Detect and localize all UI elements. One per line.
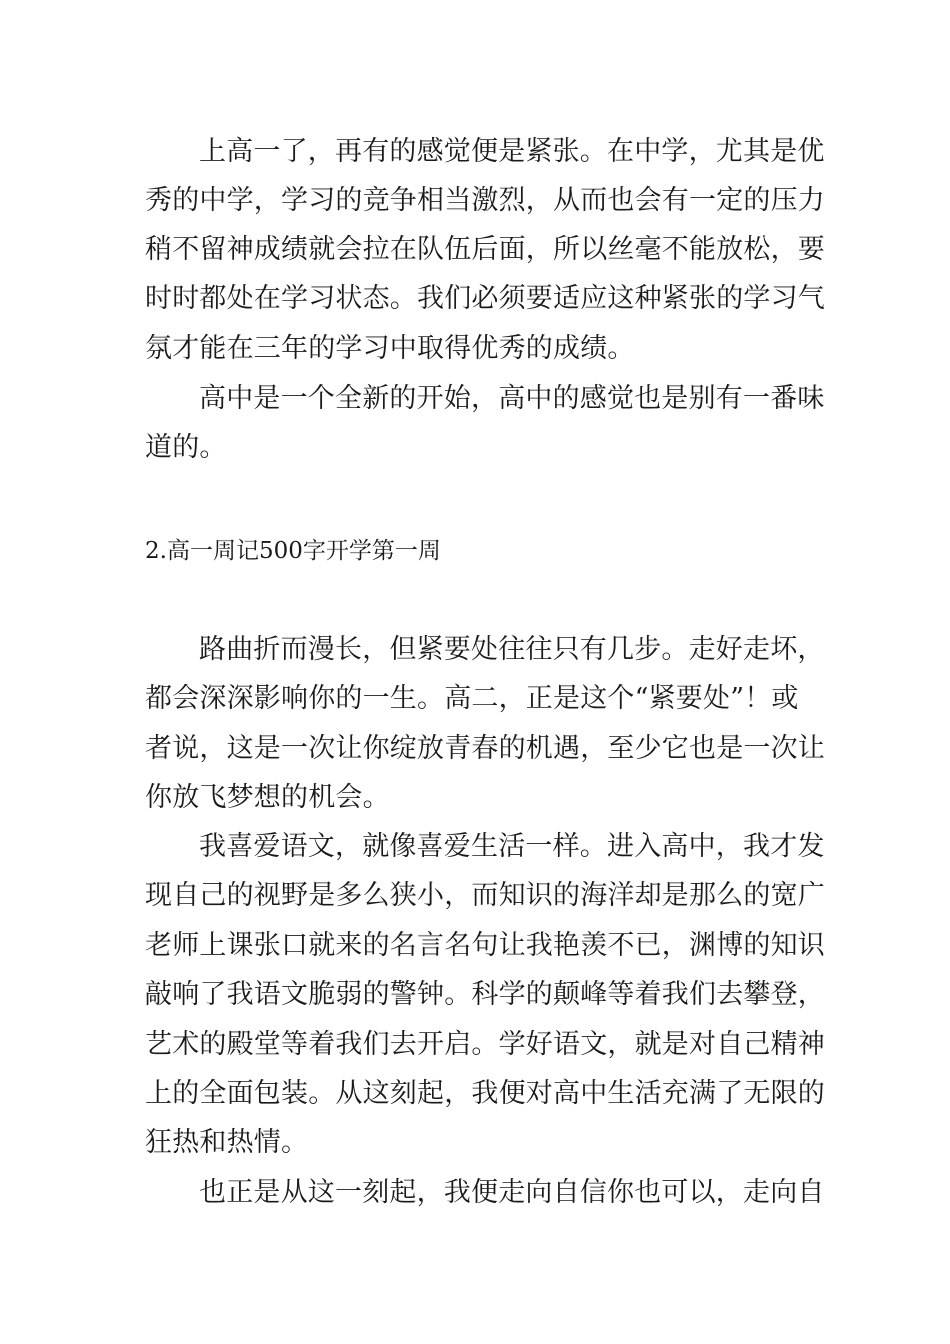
- paragraph-3-line-2: 都会深深影响你的一生。高二，正是这个“紧要处”！或: [145, 683, 799, 714]
- paragraph-4-line-1: 我喜爱语文，就像喜爱生活一样。进入高中，我才发: [199, 831, 825, 862]
- paragraph-5-line-1: 也正是从这一刻起，我便走向自信你也可以，走向自: [199, 1177, 825, 1208]
- paragraph-4-line-2: 现自己的视野是多么狭小，而知识的海洋却是那么的宽广: [145, 880, 825, 911]
- paragraph-4-line-5: 艺术的殿堂等着我们去开启。学好语文，就是对自己精神: [145, 1029, 825, 1060]
- paragraph-1-line-1: 上高一了，再有的感觉便是紧张。在中学，尤其是优: [199, 136, 825, 167]
- paragraph-4-line-6: 上的全面包装。从这刻起，我便对高中生活充满了无限的: [145, 1078, 825, 1109]
- paragraph-1-line-5: 氛才能在三年的学习中取得优秀的成绩。: [145, 333, 635, 364]
- paragraph-3-line-1: 路曲折而漫长，但紧要处往往只有几步。走好走坏，: [199, 634, 825, 665]
- paragraph-1-line-2: 秀的中学，学习的竞争相当激烈，从而也会有一定的压力: [145, 185, 825, 216]
- paragraph-4-line-3: 老师上课张口就来的名言名句让我艳羡不已，渊博的知识: [145, 930, 825, 961]
- paragraph-3-line-4: 你放飞梦想的机会。: [145, 782, 390, 813]
- paragraph-1-line-4: 时时都处在学习状态。我们必须要适应这种紧张的学习气: [145, 283, 825, 314]
- paragraph-4-line-4: 敲响了我语文脆弱的警钟。科学的颠峰等着我们去攀登，: [145, 979, 825, 1010]
- paragraph-3-line-3: 者说，这是一次让你绽放青春的机遇，至少它也是一次让: [145, 733, 825, 764]
- paragraph-1-line-3: 稍不留神成绩就会拉在队伍后面，所以丝毫不能放松，要: [145, 234, 825, 265]
- paragraph-2-line-1: 高中是一个全新的开始，高中的感觉也是别有一番味: [199, 383, 825, 414]
- paragraph-2-line-2: 道的。: [145, 432, 227, 463]
- section-heading: 2.高一周记500字开学第一周: [145, 538, 441, 564]
- paragraph-4-line-7: 狂热和热情。: [145, 1127, 309, 1158]
